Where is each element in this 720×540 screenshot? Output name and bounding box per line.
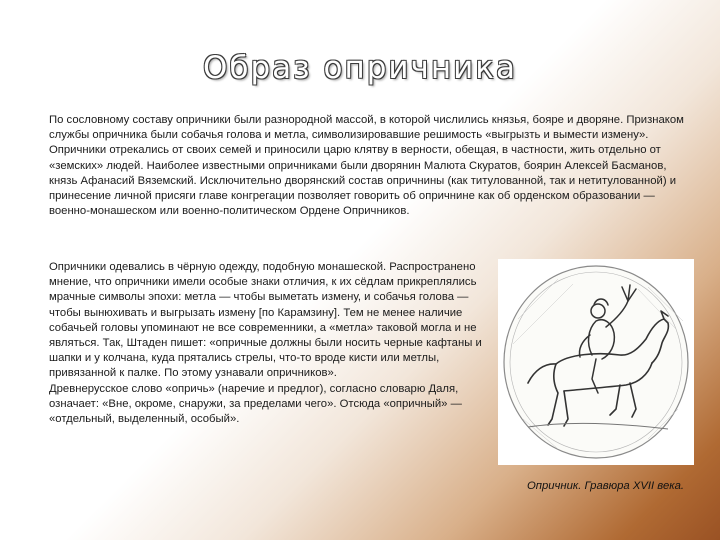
paragraph-clothing-symbols: Опричники одевались в чёрную одежду, подобную монашеской. Распространено мнение, что опричники имели особые знаки отличия, к их сёдлам прикреплялись мрачные символы эпохи: метла — чтобы выметать измену, и собачья голова — чтобы вынюхивать и выгрызать измену [по Карамзину]. Тем не менее наличие собачьей головы упоминают не все современники, а «метла» таковой могла и не являться. Так, Штаден пишет: «опричные должны были носить черные кафтаны и шапки и у колчана, куда прятались стрелы, что-то вроде кисти или метлы, привязанной к палке. По этому узнавали опричников».	[49, 261, 482, 380]
engraving-oprichnik-image	[498, 259, 694, 465]
paragraph-word-origin: Древнерусское слово «опричь» (наречие и предлог), согласно словарю Даля, означает: «Вне, окроме, снаружи, за пределами чего». Отсюда «опричный» — «отдельный, выделенный, особый».	[49, 382, 462, 426]
horseman-engraving-drawing	[498, 259, 694, 465]
paragraph-oprichnik-appearance	[49, 260, 497, 427]
image-caption: Опричник. Гравюра XVII века.	[526, 480, 684, 492]
paragraph-oprichnina-composition: По сословному составу опричники были разнородной массой, в которой числились князья, бояре и дворяне. Признаком службы опричника были собачья голова и метла, символизировавшие решимость «выгрызть и вымести измену». Опричники отрекались от своих семей и приносили царю клятву в верности, обещая, в частности, жить отдельно от «земских» людей. Наиболее известными опричниками были дворянин Малюта Скуратов, боярин Алексей Басманов, князь Афанасий Вяземский. Исключительно дворянский состав опричнины (как титулованной, так и нетитулованной) и принесение личной присяги главе конгрегации позволяет говорить об опричнине как об орденском образовании — военно-монашеском или военно-политическом Ордене Опричников.	[49, 114, 684, 218]
slide-title: Образ опричника	[202, 50, 518, 86]
